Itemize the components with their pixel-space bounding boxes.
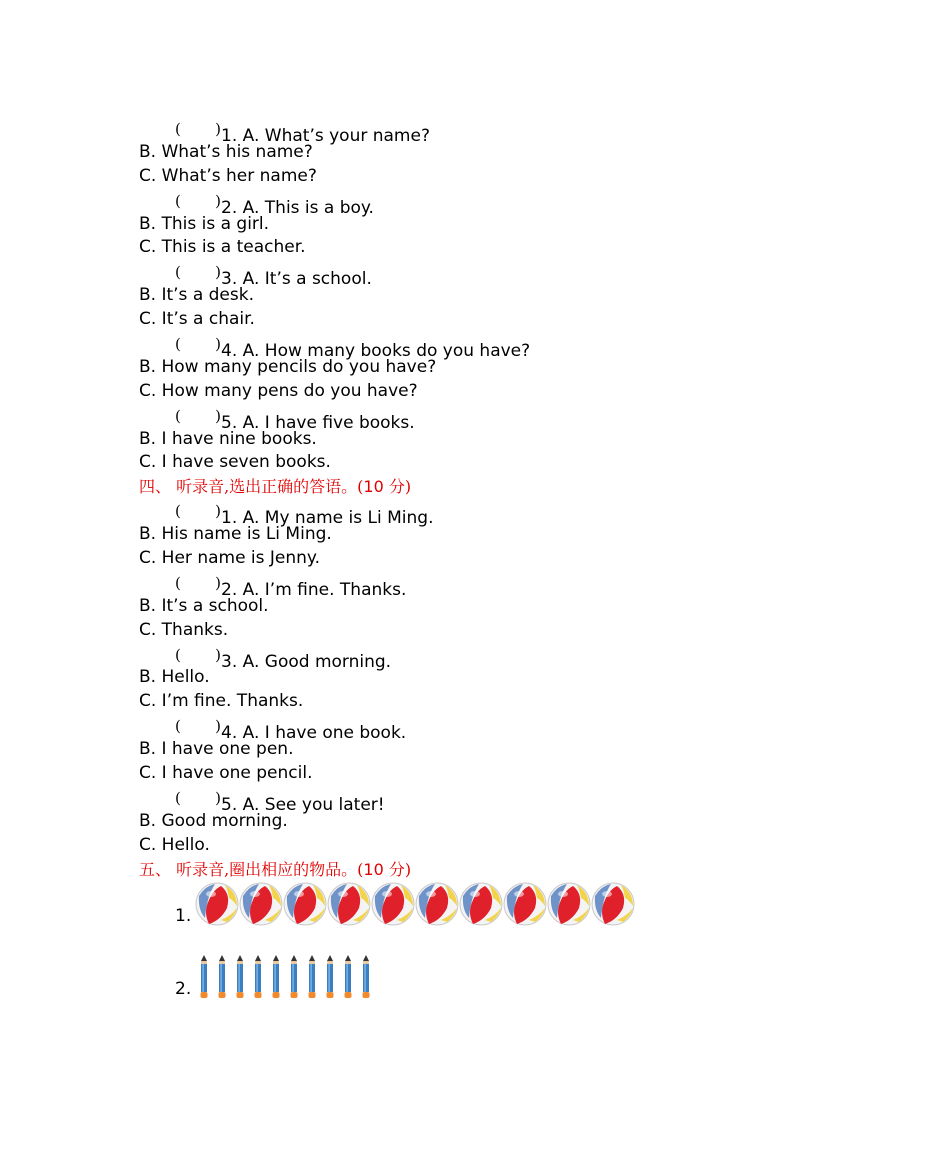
question-number: 4	[221, 723, 232, 744]
question-number: 1	[221, 508, 232, 529]
question-line: ( ) 4. A. I have one book.	[175, 717, 407, 744]
section-score-unit: 分)	[383, 859, 412, 879]
option-c: C. This is a teacher.	[139, 237, 306, 258]
option-b: B. How many pencils do you have?	[139, 356, 437, 377]
option-b: B. Hello.	[139, 667, 210, 688]
item-row-balls	[175, 882, 635, 926]
pencil-icon	[231, 955, 249, 999]
option-b: B. His name is Li Ming.	[139, 524, 332, 545]
beach-ball-icon	[459, 882, 503, 926]
answer-blank: ( )	[175, 120, 221, 138]
option-a: My name is Li Ming.	[264, 508, 434, 529]
option-c: C. Her name is Jenny.	[139, 548, 320, 569]
question-line: ( ) 3. A. It’s a school.	[175, 263, 372, 290]
ball-group	[195, 882, 635, 926]
answer-blank: ( )	[175, 788, 221, 807]
question-number: 5	[221, 412, 232, 433]
section-heading-4	[0, 475, 950, 499]
option-b: B. I have one pen.	[139, 739, 294, 760]
option-a: How many books do you have?	[264, 340, 531, 361]
question-number: 4	[221, 340, 232, 361]
beach-ball-icon	[591, 882, 635, 926]
question-line: ( ) 5. A. I have five books.	[175, 406, 415, 433]
item-label: 2.	[175, 979, 192, 999]
section-title: 四、 听录音,选出正确的答语。(	[139, 477, 364, 497]
option-c: C. I’m fine. Thanks.	[139, 691, 304, 712]
question-line: ( ) 1. A. My name is Li Ming.	[175, 502, 434, 529]
question-number: 2	[221, 197, 232, 218]
pencil-group	[195, 955, 375, 999]
answer-blank: ( )	[175, 406, 221, 425]
option-b: B. It’s a school.	[139, 595, 269, 616]
option-a: See you later!	[264, 794, 385, 815]
option-c: C. What’s her name?	[139, 165, 317, 186]
section-score: 10	[363, 859, 384, 879]
option-a: What’s your name?	[264, 125, 430, 146]
answer-blank: ( )	[175, 335, 221, 354]
option-c: C. Thanks.	[139, 619, 229, 640]
question-line: ( ) 4. A. How many books do you have?	[175, 335, 531, 361]
question-number: 3	[221, 269, 232, 290]
pencil-icon	[195, 955, 213, 999]
question-number: 3	[221, 651, 232, 672]
question-line: ( ) 1. A. What’s your name?	[175, 120, 430, 146]
answer-blank: ( )	[175, 263, 221, 282]
pencil-icon	[339, 955, 357, 999]
item-label: 1.	[175, 906, 192, 926]
beach-ball-icon	[415, 882, 459, 926]
option-c: C. It’s a chair.	[139, 309, 255, 330]
item-row-pencils	[175, 955, 375, 999]
beach-ball-icon	[503, 882, 547, 926]
worksheet	[0, 117, 950, 882]
question-line: ( ) 5. A. See you later!	[175, 788, 385, 815]
option-c: C. Hello.	[139, 834, 210, 855]
option-a: I have one book.	[264, 723, 407, 744]
question-line: ( ) 2. A. I’m fine. Thanks.	[175, 573, 407, 600]
section-heading-5	[0, 858, 950, 882]
option-a: This is a boy.	[264, 197, 374, 218]
pencil-icon	[303, 955, 321, 999]
pencil-icon	[321, 955, 339, 999]
option-b: B. I have nine books.	[139, 428, 317, 449]
beach-ball-icon	[371, 882, 415, 926]
answer-blank: ( )	[175, 645, 221, 664]
option-a: I have five books.	[264, 412, 415, 433]
answer-blank: ( )	[175, 191, 221, 210]
question-number: 2	[221, 579, 232, 600]
answer-blank: ( )	[175, 717, 221, 736]
pencil-icon	[267, 955, 285, 999]
pencil-icon	[213, 955, 231, 999]
pencil-icon	[249, 955, 267, 999]
section-score-unit: 分)	[383, 477, 412, 497]
question-line: ( ) 3. A. Good morning.	[175, 645, 392, 672]
beach-ball-icon	[327, 882, 371, 926]
section-title: 五、 听录音,圈出相应的物品。(	[139, 859, 364, 879]
beach-ball-icon	[239, 882, 283, 926]
option-c: C. I have one pencil.	[139, 763, 313, 784]
answer-blank: ( )	[175, 502, 221, 521]
option-a: Good morning.	[264, 651, 392, 672]
question-number: 1	[221, 125, 232, 146]
question-line: ( ) 2. A. This is a boy.	[175, 191, 374, 218]
option-c: C. I have seven books.	[139, 452, 331, 473]
beach-ball-icon	[283, 882, 327, 926]
question-number: 5	[221, 794, 232, 815]
option-a: It’s a school.	[264, 269, 372, 290]
option-b: B. It’s a desk.	[139, 285, 254, 306]
section-score: 10	[363, 477, 384, 497]
question-group-part4	[0, 499, 950, 857]
beach-ball-icon	[547, 882, 591, 926]
option-c: C. How many pens do you have?	[139, 380, 418, 401]
beach-ball-icon	[195, 882, 239, 926]
answer-blank: ( )	[175, 573, 221, 592]
pencil-icon	[357, 955, 375, 999]
option-a: I’m fine. Thanks.	[264, 579, 407, 600]
question-group-part3	[0, 117, 950, 475]
option-b: B. What’s his name?	[139, 141, 313, 162]
option-b: B. Good morning.	[139, 810, 288, 831]
option-b: B. This is a girl.	[139, 213, 270, 234]
pencil-icon	[285, 955, 303, 999]
